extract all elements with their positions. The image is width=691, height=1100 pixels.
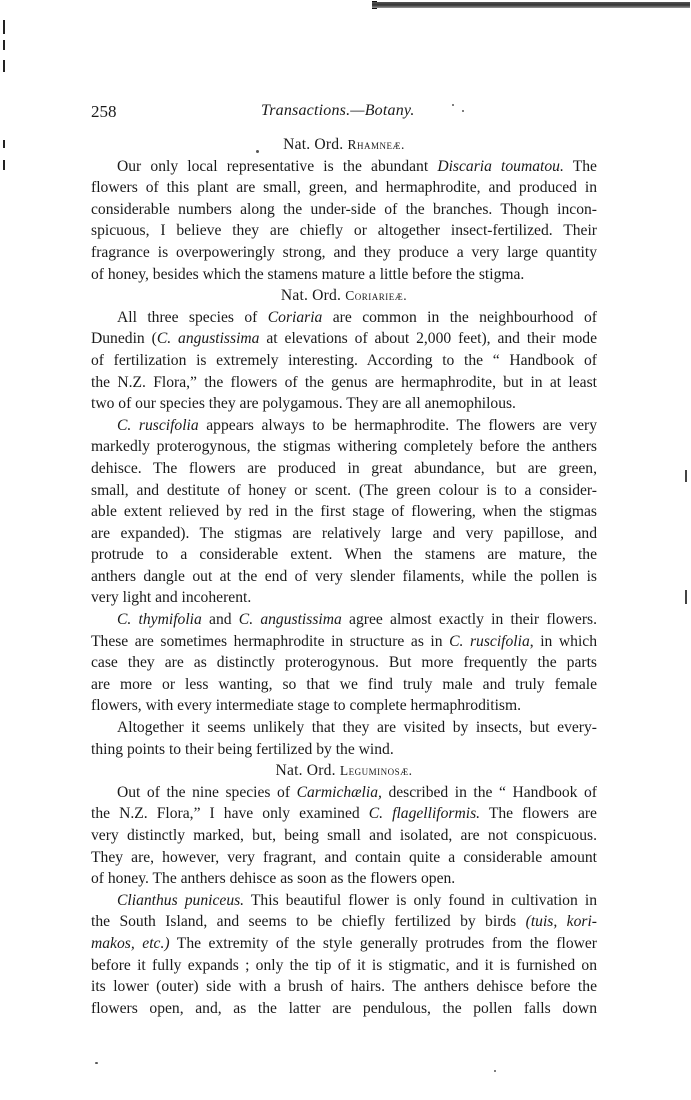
text-line: Clianthus puniceus. This beautiful flower is only found in cultivation in bbox=[117, 891, 597, 909]
text-line: of fertilization is extremely interesting. According to the “ Handbook of bbox=[91, 351, 597, 369]
page-number: 258 bbox=[91, 102, 117, 121]
text-line: C. thymifolia and C. angustissima agree almost exactly in their flowers. bbox=[117, 611, 597, 629]
edge-mark bbox=[685, 590, 687, 604]
text-line: Out of the nine species of Carmichælia, described in the “ Handbook of bbox=[117, 783, 597, 801]
text-line: All three species of Coriaria are common in the neighbourhood of bbox=[117, 308, 597, 326]
section-heading bbox=[91, 134, 597, 156]
paragraph bbox=[91, 307, 597, 415]
paragraph bbox=[91, 717, 597, 760]
text-line: small, and destitute of honey or scent. (The green colour is to a consider- bbox=[91, 481, 597, 499]
heading-prefix: Nat. Ord. bbox=[280, 287, 346, 305]
text-line: before it fully expands ; only the tip of it is stigmatic, and it is furnished on bbox=[91, 956, 597, 974]
heading-order-name: Rhamneæ. bbox=[347, 137, 405, 152]
text-line: Altogether it seems unlikely that they are visited by insects, but every- bbox=[117, 719, 597, 737]
section-heading bbox=[91, 285, 597, 307]
text-line: anthers dangle out at the end of very slender filaments, while the pollen is bbox=[91, 567, 597, 585]
paragraph bbox=[91, 609, 597, 717]
text-line: markedly proterogynous, the stigmas withering completely before the anthers bbox=[91, 438, 597, 456]
paragraph bbox=[91, 156, 597, 286]
paragraph bbox=[91, 415, 597, 609]
text-line: the South Island, and seems to be chiefly fertilized by birds (tuis, kori- bbox=[91, 913, 597, 931]
text-line: are more or less wanting, so that we find truly male and truly female bbox=[91, 675, 597, 693]
text-line: C. ruscifolia appears always to be hermaphrodite. The flowers are very bbox=[117, 416, 597, 434]
ink-speck bbox=[95, 1062, 98, 1064]
text-line: two of our species they are polygamous. They are all anemophilous. bbox=[91, 395, 516, 413]
scan-artifact-bar bbox=[372, 2, 690, 8]
text-line: These are sometimes hermaphrodite in structure as in C. ruscifolia, in which bbox=[91, 632, 598, 650]
paragraph bbox=[91, 782, 597, 890]
text-line: flowers, with every intermediate stage to complete hermaphroditism. bbox=[91, 697, 521, 715]
text-line: spicuous, I believe they are chiefly or altogether insect-fertilized. Their bbox=[91, 222, 597, 240]
text-line: its lower (outer) side with a brush of hairs. The anthers dehisce before the bbox=[91, 978, 597, 996]
heading-order-name: Coriarieæ. bbox=[345, 288, 408, 304]
ink-speck bbox=[494, 1070, 496, 1072]
text-line: They are, however, very fragrant, and contain quite a considerable amount bbox=[91, 848, 597, 866]
text-line: case they are as distinctly proterogynous. But more frequently the parts bbox=[91, 654, 597, 672]
body-text bbox=[91, 134, 597, 1019]
text-line: the N.Z. Flora,” I have only examined C. flagelliformis. The flowers are bbox=[91, 805, 597, 823]
text-line: Dunedin (C. angustissima at elevations of about 2,000 feet), and their mode bbox=[91, 330, 597, 348]
text-line: of honey, besides which the stamens mature a little before the stigma. bbox=[91, 265, 525, 283]
page-header bbox=[91, 102, 597, 124]
text-line: of honey. The anthers dehisce as soon as the flowers open. bbox=[91, 870, 456, 888]
edge-mark bbox=[685, 470, 687, 482]
section-heading bbox=[91, 760, 597, 782]
binding-edge-mark bbox=[3, 160, 5, 170]
text-line: dehisce. The flowers are produced in great abundance, but are green, bbox=[91, 459, 597, 477]
text-line: flowers of this plant are small, green, and hermaphrodite, and produced in bbox=[91, 179, 597, 197]
running-head: Transactions.—Botany. bbox=[261, 102, 415, 119]
text-line: thing points to their being fertilized by the wind. bbox=[91, 740, 394, 758]
text-line: able extent relieved by red in the first stage of flowering, when the stigmas bbox=[91, 503, 597, 521]
text-line: fragrance is overpoweringly strong, and they produce a very large quantity bbox=[91, 243, 597, 261]
binding-edge-mark bbox=[3, 40, 5, 50]
text-line: the N.Z. Flora,” the flowers of the genus are hermaphrodite, but in at least bbox=[91, 373, 597, 391]
heading-prefix: Nat. Ord. bbox=[283, 136, 348, 153]
text-line: are expanded). The stigmas are relatively large and very papillose, and bbox=[91, 524, 597, 542]
heading-order-name: Leguminosæ. bbox=[339, 763, 413, 779]
paragraph bbox=[91, 890, 597, 1020]
binding-edge-mark bbox=[3, 20, 5, 34]
text-line: very light and incoherent. bbox=[91, 589, 252, 607]
heading-prefix: Nat. Ord. bbox=[275, 762, 340, 780]
text-line: protrude to a considerable extent. When the stamens are mature, the bbox=[91, 546, 597, 564]
binding-edge-mark bbox=[3, 60, 5, 72]
text-line: very distinctly marked, but, being small and isolated, are not conspicuous. bbox=[91, 827, 597, 844]
text-line: flowers open, and, as the latter are pendulous, the pollen falls down bbox=[91, 999, 597, 1017]
text-line: makos, etc.) The extremity of the style generally protrudes from the flower bbox=[91, 934, 597, 952]
binding-edge-mark bbox=[3, 140, 5, 148]
text-line: considerable numbers along the under-side of the branches. Though incon- bbox=[91, 200, 597, 218]
text-line: Our only local representative is the abundant Discaria toumatou. The bbox=[117, 157, 597, 175]
